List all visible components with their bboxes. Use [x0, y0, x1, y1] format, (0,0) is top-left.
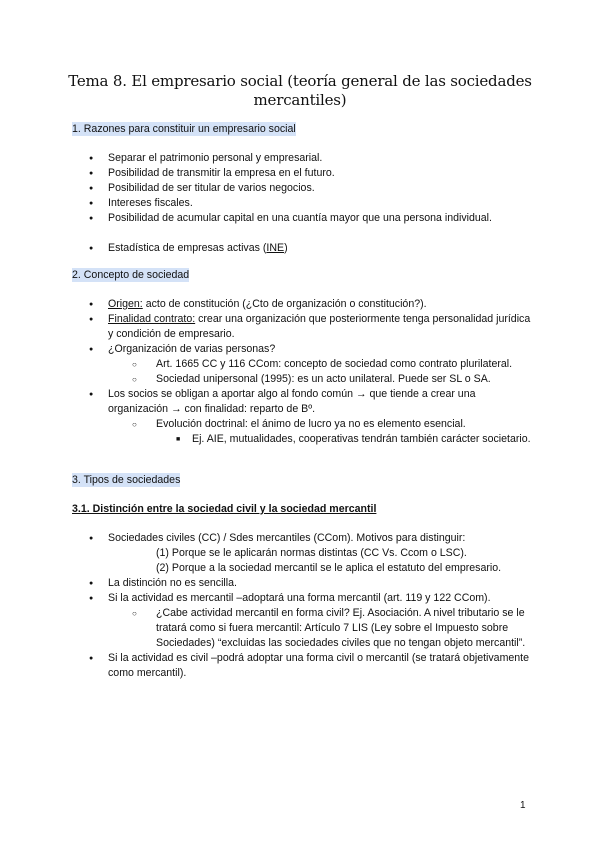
page-number: 1: [520, 800, 526, 811]
list-item: ● Si la actividad es civil –podrá adoptar una forma civil o mercantil (se tratará objetivamente como mercantil).: [72, 651, 532, 681]
list-item: ● Si la actividad es mercantil –adoptará una forma mercantil (art. 119 y 122 CCom).: [72, 591, 532, 606]
list-item: ● Posibilidad de transmitir la empresa en el futuro.: [72, 166, 532, 181]
sub-list-item: ○ Evolución doctrinal: el ánimo de lucro ya no es elemento esencial.: [72, 417, 532, 432]
finalidad-label: Finalidad contrato:: [108, 313, 196, 325]
origen-label: Origen:: [108, 298, 143, 310]
section-1-heading: [72, 122, 296, 137]
stat-text: Estadística de empresas activas (: [108, 242, 267, 254]
section-1-heading-text: 1. Razones para constituir un empresario social: [72, 123, 296, 135]
list-item: ● Los socios se obligan a aportar algo al fondo común → que tiende a crear una organización → con finalidad: reparto de Bº.: [72, 387, 532, 417]
section-1-list: [72, 151, 532, 256]
page-title: Tema 8. El empresario social (teoría general de las sociedades mercantiles): [68, 72, 532, 109]
list-item: ● Posibilidad de acumular capital en una cuantía mayor que una persona individual.: [72, 211, 532, 226]
motivo-item: (2) Porque a la sociedad mercantil se le aplica el estatuto del empresario.: [156, 562, 502, 574]
list-item: ● Sociedades civiles (CC) / Sdes mercantiles (CCom). Motivos para distinguir:: [72, 531, 532, 546]
sub-sub-list-item: ■ Ej. AIE, mutualidades, cooperativas tendrán también carácter societario.: [72, 432, 532, 447]
list-item-finalidad: [72, 312, 532, 342]
list-item: ● Separar el patrimonio personal y empresarial.: [72, 151, 532, 166]
sub-list-item: ○ ¿Cabe actividad mercantil en forma civil? Ej. Asociación. A nivel tributario se le tratará como si fuera mercantil: Artículo 7 LIS (Ley sobre el Impuesto sobre Sociedades) “excluidas las sociedades civiles que no tengan objeto mercantil”.: [72, 606, 532, 651]
list-item-origen: [72, 297, 532, 312]
list-item: ● ¿Organización de varias personas?: [72, 342, 532, 357]
motivo-item: (1) Porque se le aplicarán normas distintas (CC Vs. Ccom o LSC).: [156, 547, 467, 559]
section-3-list: [72, 531, 532, 681]
section-2-list: [72, 297, 532, 447]
list-item-stat: [72, 241, 532, 256]
stat-suffix: ): [284, 242, 288, 254]
origen-text: acto de constitución (¿Cto de organización o constitución?).: [142, 298, 427, 310]
finalidad-text: crear una organización que posteriormente tenga personalidad jurídica y condición de empresario.: [108, 313, 531, 340]
section-2-heading: [72, 268, 189, 283]
list-item: ● Intereses fiscales.: [72, 196, 532, 211]
section-3-heading-text: 3. Tipos de sociedades: [72, 474, 181, 486]
list-item: ● La distinción no es sencilla.: [72, 576, 532, 591]
section-2-heading-text: 2. Concepto de sociedad: [72, 269, 190, 281]
section-3-1-heading: 3.1. Distinción entre la sociedad civil y la sociedad mercantil: [72, 503, 377, 515]
section-3-heading: [72, 473, 180, 488]
sub-list-item: ○ Sociedad unipersonal (1995): es un acto unilateral. Puede ser SL o SA.: [72, 372, 532, 387]
sub-list-item: ○ Art. 1665 CC y 116 CCom: concepto de sociedad como contrato plurilateral.: [72, 357, 532, 372]
ine-link[interactable]: INE: [266, 242, 285, 254]
list-item: ● Posibilidad de ser titular de varios negocios.: [72, 181, 532, 196]
